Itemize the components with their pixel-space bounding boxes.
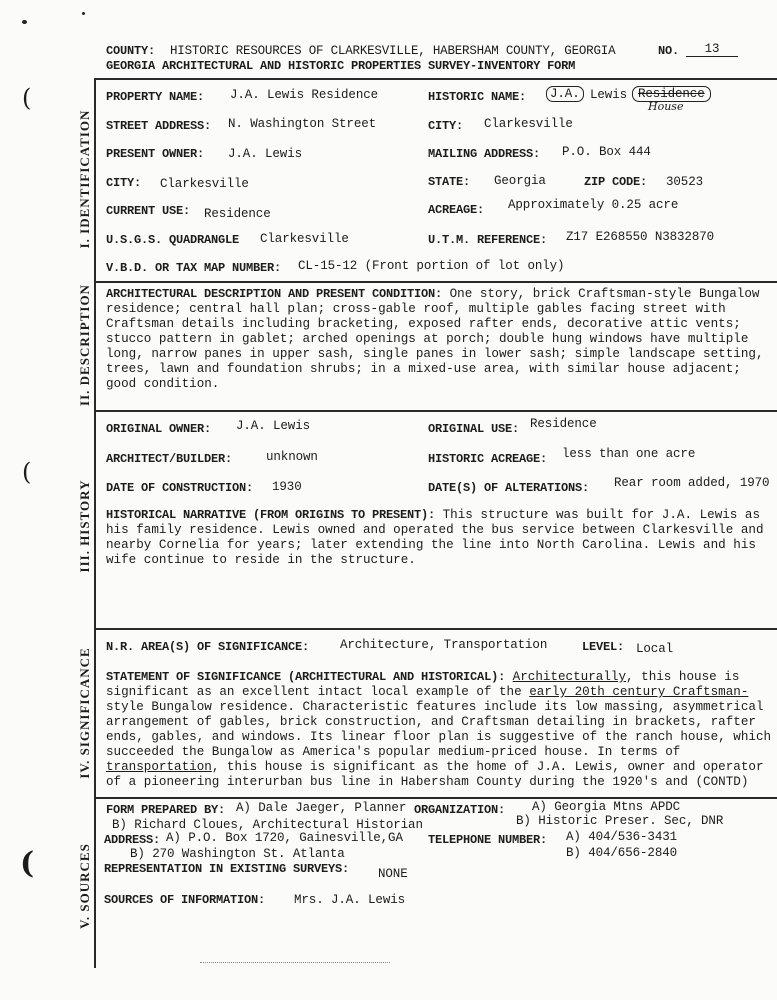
form-prepared-by-b: B) Richard Cloues, Architectural Historian [112, 818, 423, 832]
property-name-value: J.A. Lewis Residence [230, 88, 379, 102]
current-use-value: Residence [204, 207, 271, 221]
zip-code-label: ZIP CODE: [584, 175, 648, 189]
acreage-label: ACREAGE: [428, 203, 485, 217]
city2-value: Clarkesville [160, 177, 249, 191]
date-of-alterations-label: DATE(S) OF ALTERATIONS: [428, 481, 590, 495]
form-number-label: NO. [658, 44, 680, 58]
county-label: COUNTY: [106, 44, 156, 58]
street-address-label: STREET ADDRESS: [106, 119, 212, 133]
form-prepared-by-a: A) Dale Jaeger, Planner [236, 801, 407, 815]
county-value: HISTORIC RESOURCES OF CLARKESVILLE, HABERSHAM COUNTY, GEORGIA [170, 44, 616, 58]
section-divider [94, 628, 777, 630]
street-address-value: N. Washington Street [228, 117, 377, 131]
acreage-value: Approximately 0.25 acre [508, 198, 679, 212]
date-of-construction-value: 1930 [272, 480, 302, 494]
section-sources-label: V. SOURCES [77, 843, 92, 929]
property-name-label: PROPERTY NAME: [106, 90, 205, 104]
original-use-value: Residence [530, 417, 597, 431]
city-label: CITY: [428, 119, 464, 133]
city2-label: CITY: [106, 176, 142, 190]
utm-reference-label: U.T.M. REFERENCE: [428, 233, 548, 247]
sources-of-information-value: Mrs. J.A. Lewis [294, 893, 406, 907]
form-number: 13 [686, 42, 738, 57]
historical-narrative-text: This structure was built for J.A. Lewis as his family residence. Lewis owned and operated the bus service between Clarkesville and nearby Cornelia for years; later extending the line into North Carolina. Lewis and his wife continue to reside in the structure. [106, 508, 764, 567]
statement-transportation: transportation [106, 760, 212, 774]
frame-top-line [94, 78, 777, 80]
frame-left-line [94, 78, 96, 968]
section-description-label: II. DESCRIPTION [77, 284, 92, 406]
telephone-label: TELEPHONE NUMBER: [428, 833, 548, 847]
date-of-construction-label: DATE OF CONSTRUCTION: [106, 481, 254, 495]
historic-name-handwritten: House [648, 100, 684, 113]
statement-label: STATEMENT OF SIGNIFICANCE (ARCHITECTURAL AND HISTORICAL): [106, 670, 506, 684]
level-label: LEVEL: [582, 640, 625, 654]
city-value: Clarkesville [484, 117, 573, 131]
historic-acreage-label: HISTORIC ACREAGE: [428, 452, 548, 466]
original-owner-value: J.A. Lewis [236, 419, 311, 433]
statement-text-1: , this house is significant as an excellent intact local example of the [106, 670, 740, 699]
state-label: STATE: [428, 175, 471, 189]
present-owner-value: J.A. Lewis [228, 147, 303, 161]
organization-label: ORGANIZATION: [414, 803, 506, 817]
address-label: ADDRESS: [104, 833, 161, 847]
vbd-tax-map-value: CL-15-12 (Front portion of lot only) [298, 259, 565, 273]
date-of-alterations-value: Rear room added, 1970 [614, 476, 770, 490]
form-title: GEORGIA ARCHITECTURAL AND HISTORIC PROPERTIES SURVEY-INVENTORY FORM [106, 59, 576, 73]
scan-speck [82, 12, 85, 15]
architect-builder-value: unknown [266, 450, 318, 464]
telephone-a: A) 404/536-3431 [566, 830, 678, 844]
sources-of-information-label: SOURCES OF INFORMATION: [104, 893, 266, 907]
scan-speck [22, 20, 27, 24]
architect-builder-label: ARCHITECT/BUILDER: [106, 452, 233, 466]
section-significance-label: IV. SIGNIFICANCE [77, 647, 92, 779]
state-value: Georgia [494, 174, 546, 188]
historic-name-residence: Residence [632, 86, 711, 102]
statement-of-significance [106, 670, 774, 790]
existing-surveys-value: NONE [378, 867, 408, 881]
section-divider [94, 797, 777, 799]
vbd-tax-map-label: V.B.D. OR TAX MAP NUMBER: [106, 261, 282, 275]
binder-mark: ( [20, 846, 35, 881]
usgs-quadrangle-label: U.S.G.S. QUADRANGLE [106, 233, 240, 247]
scan-dotted-line [200, 962, 390, 963]
historic-name-ja: J.A. [546, 86, 584, 102]
mailing-address-value: P.O. Box 444 [562, 145, 651, 159]
historic-name-label: HISTORIC NAME: [428, 90, 527, 104]
binder-mark: ( [22, 458, 32, 486]
address-a: A) P.O. Box 1720, Gainesville,GA [166, 831, 403, 845]
existing-surveys-label: REPRESENTATION IN EXISTING SURVEYS: [104, 862, 350, 876]
level-value: Local [636, 642, 674, 656]
utm-reference-value: Z17 E268550 N3832870 [566, 230, 715, 244]
form-prepared-by-label: FORM PREPARED BY: [106, 803, 226, 817]
address-b: B) 270 Washington St. Atlanta [130, 847, 345, 861]
architectural-description-label: ARCHITECTURAL DESCRIPTION AND PRESENT CONDITION: [106, 287, 443, 301]
original-owner-label: ORIGINAL OWNER: [106, 422, 212, 436]
statement-text-3: , this house is significant as the home of J.A. Lewis, owner and operator of a pioneering interurban bus line in Habersham County during the 1920's and (CONTD) [106, 760, 764, 789]
current-use-label: CURRENT USE: [106, 204, 191, 218]
zip-code-value: 30523 [666, 175, 704, 189]
statement-text-2: style Bungalow residence. Characteristic features include its low massing, asymmetrical arrangement of gables, brick construction, and Craftsman detailing in brackets, rafter ends, gables, and windows. Its linear floor plan is suggestive of the ranch house, which succeeded the Bungalow as America's popular medium-priced house. In terms of [106, 700, 772, 759]
telephone-b: B) 404/656-2840 [566, 846, 678, 860]
organization-a: A) Georgia Mtns APDC [532, 800, 681, 814]
section-divider [94, 410, 777, 412]
nr-area-value: Architecture, Transportation [340, 638, 548, 652]
present-owner-label: PRESENT OWNER: [106, 147, 205, 161]
architectural-description-text: One story, brick Craftsman-style Bungalow residence; central hall plan; cross-gable roof, multiple gables facing street with Craftsman details including bracketing, exposed rafter ends, decorative attic vents; stucco pattern in gablet; arched openings at porch; double hung windows have multiple long, narrow panes in upper sash, single panes in lower sash; simple landscape setting, trees, lawn and foundation shrubs; in a mixed-use area, with similar house adjacent; good condition. [106, 287, 764, 391]
historic-name-lewis: Lewis [590, 88, 628, 102]
statement-architecturally: Architecturally [512, 670, 627, 684]
nr-area-label: N.R. AREA(S) OF SIGNIFICANCE: [106, 640, 310, 654]
architectural-description [106, 287, 770, 392]
statement-early-20th: early 20th century Craftsman- [529, 685, 749, 699]
binder-mark: ( [22, 84, 32, 112]
original-use-label: ORIGINAL USE: [428, 422, 520, 436]
section-divider [94, 281, 777, 283]
mailing-address-label: MAILING ADDRESS: [428, 147, 541, 161]
historic-acreage-value: less than one acre [562, 447, 696, 461]
historical-narrative [106, 508, 770, 568]
section-history-label: III. HISTORY [77, 479, 92, 573]
section-identification-label: I. IDENTIFICATION [77, 109, 92, 249]
historical-narrative-label: HISTORICAL NARRATIVE (FROM ORIGINS TO PRESENT): [106, 508, 436, 522]
organization-b: B) Historic Preser. Sec, DNR [516, 814, 724, 828]
usgs-quadrangle-value: Clarkesville [260, 232, 349, 246]
